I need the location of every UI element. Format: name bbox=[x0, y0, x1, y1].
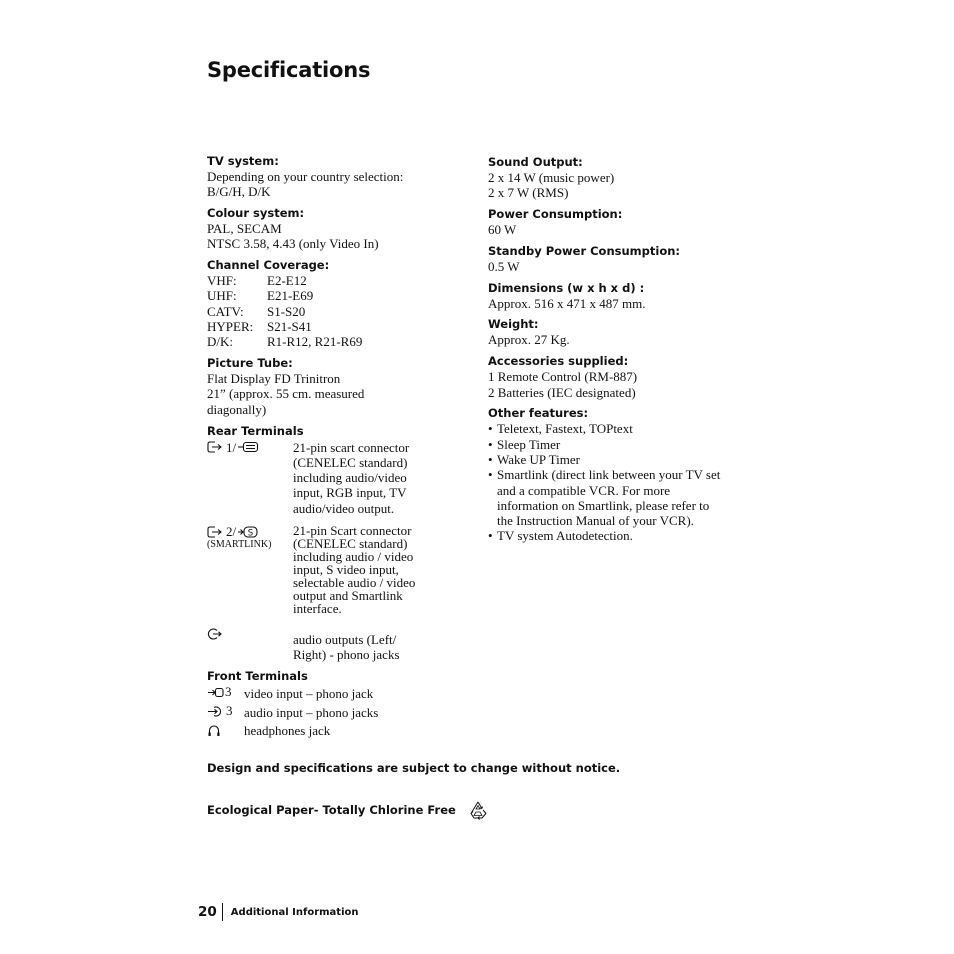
audio-output-icon bbox=[207, 627, 293, 641]
page-number: 20 bbox=[198, 904, 217, 920]
svideo-s-icon bbox=[237, 525, 259, 539]
colour-system-line: NTSC 3.58, 4.43 (only Video In) bbox=[207, 236, 379, 252]
svg-text:S: S bbox=[247, 527, 254, 538]
feature-line: the Instruction Manual of your VCR). bbox=[497, 513, 694, 529]
other-features-section bbox=[488, 406, 758, 543]
front-terminals-section bbox=[207, 669, 477, 739]
rear-terminals-section bbox=[207, 424, 477, 663]
front-terminal-num: 3 bbox=[225, 684, 232, 700]
terminal-2-desc: (CENELEC standard) bbox=[293, 536, 408, 552]
right-column bbox=[488, 155, 758, 550]
sound-output-heading: Sound Output: bbox=[488, 155, 583, 169]
band-range: E21-E69 bbox=[267, 288, 314, 304]
power-consumption-heading: Power Consumption: bbox=[488, 207, 623, 222]
list-item bbox=[488, 421, 758, 436]
weight-heading: Weight: bbox=[488, 317, 539, 332]
standby-power-section bbox=[488, 244, 758, 274]
table-row bbox=[207, 684, 378, 703]
terminal-2-desc: input, S video input, bbox=[293, 562, 399, 578]
terminal-2-desc: output and Smartlink bbox=[293, 588, 403, 604]
audio-out-desc: audio outputs (Left/ bbox=[293, 632, 397, 648]
feature-line: TV system Autodetection. bbox=[497, 528, 633, 544]
band-range: S21-S41 bbox=[267, 319, 312, 335]
band-label: VHF: bbox=[207, 273, 237, 289]
tv-system-heading: TV system: bbox=[207, 154, 279, 168]
weight-section bbox=[488, 317, 758, 347]
terminal-2-desc: including audio / video bbox=[293, 549, 414, 565]
eco-paper-note bbox=[207, 800, 488, 820]
bullet: • bbox=[488, 467, 493, 483]
table-row bbox=[207, 304, 362, 319]
dimensions-value: Approx. 516 x 471 x 487 mm. bbox=[488, 295, 646, 311]
bullet: • bbox=[488, 421, 493, 437]
channel-coverage-table bbox=[207, 273, 362, 349]
rear-terminal-audio-out bbox=[207, 627, 477, 663]
table-row bbox=[207, 334, 362, 349]
scart-output-icon bbox=[237, 440, 259, 454]
terminal-1-desc: audio/video output. bbox=[293, 500, 395, 516]
picture-tube-line: Flat Display FD Trinitron bbox=[207, 371, 341, 387]
picture-tube-section bbox=[207, 356, 477, 417]
band-label: D/K: bbox=[207, 334, 233, 350]
sound-output-line: 2 x 7 W (RMS) bbox=[488, 185, 569, 201]
band-label: HYPER: bbox=[207, 319, 254, 335]
front-terminal-desc: headphones jack bbox=[244, 722, 331, 738]
front-terminals-heading: Front Terminals bbox=[207, 669, 308, 684]
band-label: CATV: bbox=[207, 303, 244, 319]
standby-power-value: 0.5 W bbox=[488, 258, 520, 274]
tv-system-section bbox=[207, 154, 477, 200]
scart-input-icon bbox=[207, 525, 225, 539]
sound-output-line: 2 x 14 W (music power) bbox=[488, 170, 615, 185]
table-row bbox=[207, 319, 362, 334]
list-item bbox=[488, 452, 758, 467]
band-range: S1-S20 bbox=[267, 303, 306, 319]
bullet: • bbox=[488, 451, 493, 467]
list-item bbox=[488, 467, 758, 528]
picture-tube-heading: Picture Tube: bbox=[207, 356, 293, 371]
terminal-2-symbol bbox=[207, 524, 293, 539]
front-terminal-num: 3 bbox=[226, 703, 233, 719]
footer-section-label: Additional Information bbox=[230, 906, 359, 918]
terminal-1-symbol bbox=[207, 440, 293, 455]
channel-coverage-section bbox=[207, 258, 477, 349]
smartlink-label: (SMARTLINK) bbox=[207, 539, 272, 551]
power-consumption-value: 60 W bbox=[488, 222, 517, 238]
feature-line: Smartlink (direct link between your TV set bbox=[497, 467, 721, 483]
page-title: Specifications bbox=[207, 58, 371, 82]
weight-value: Approx. 27 Kg. bbox=[488, 332, 570, 348]
terminal-1-desc: input, RGB input, TV bbox=[293, 485, 407, 501]
headphones-icon bbox=[207, 724, 244, 737]
accessories-heading: Accessories supplied: bbox=[488, 354, 629, 369]
table-row bbox=[207, 723, 378, 740]
page-footer bbox=[198, 903, 359, 921]
terminal-1-desc: including audio/video bbox=[293, 470, 407, 486]
tv-system-line: B/G/H, D/K bbox=[207, 184, 271, 200]
eco-text: Ecological Paper- Totally Chlorine Free bbox=[207, 803, 456, 817]
terminal-2-desc: 21-pin Scart connector bbox=[293, 523, 412, 539]
picture-tube-line: diagonally) bbox=[207, 401, 267, 417]
dimensions-section bbox=[488, 281, 758, 311]
colour-system-line: PAL, SECAM bbox=[207, 221, 282, 237]
recycle-icon bbox=[468, 800, 488, 820]
scart-input-icon bbox=[207, 440, 225, 454]
band-range: R1-R12, R21-R69 bbox=[267, 334, 363, 350]
accessories-line: 2 Batteries (IEC designated) bbox=[488, 384, 636, 400]
terminal-2-desc: selectable audio / video bbox=[293, 575, 416, 591]
audio-input-icon bbox=[207, 705, 223, 718]
feature-line: information on Smartlink, please refer to bbox=[497, 497, 710, 513]
feature-line: and a compatible VCR. For more bbox=[497, 482, 671, 498]
terminal-1-desc: (CENELEC standard) bbox=[293, 454, 408, 470]
accessories-section bbox=[488, 354, 758, 400]
video-input-icon bbox=[207, 686, 224, 699]
dimensions-heading: Dimensions (w x h x d) : bbox=[488, 280, 645, 295]
rear-terminal-2 bbox=[207, 524, 477, 615]
bullet: • bbox=[488, 436, 493, 452]
terminal-1-label: 1/ bbox=[226, 439, 237, 455]
front-terminals-table bbox=[207, 684, 378, 739]
table-row bbox=[207, 288, 362, 303]
standby-power-heading: Standby Power Consumption: bbox=[488, 243, 681, 258]
list-item bbox=[488, 437, 758, 452]
rear-terminals-heading: Rear Terminals bbox=[207, 423, 304, 438]
terminal-2-desc: interface. bbox=[293, 601, 342, 617]
notice-text: Design and specifications are subject to change without notice. bbox=[207, 761, 621, 775]
other-features-heading: Other features: bbox=[488, 406, 589, 421]
bullet: • bbox=[488, 528, 493, 544]
front-terminal-desc: audio input – phono jacks bbox=[244, 704, 379, 720]
feature-line: Teletext, Fastext, TOPtext bbox=[497, 421, 633, 437]
terminal-2-label: 2/ bbox=[226, 524, 237, 540]
band-label: UHF: bbox=[207, 288, 237, 304]
table-row bbox=[207, 273, 362, 288]
tv-system-line: Depending on your country selection: bbox=[207, 169, 404, 184]
feature-line: Sleep Timer bbox=[497, 436, 561, 452]
terminal-1-desc: 21-pin scart connector bbox=[293, 439, 410, 455]
left-column bbox=[207, 154, 477, 746]
feature-line: Wake UP Timer bbox=[497, 451, 580, 467]
footer-divider bbox=[222, 903, 223, 921]
sound-output-section bbox=[488, 155, 758, 201]
picture-tube-line: 21” (approx. 55 cm. measured bbox=[207, 386, 365, 402]
table-row bbox=[207, 703, 378, 722]
power-consumption-section bbox=[488, 207, 758, 237]
channel-coverage-heading: Channel Coverage: bbox=[207, 258, 330, 273]
rear-terminal-1 bbox=[207, 440, 477, 516]
band-range: E2-E12 bbox=[267, 273, 307, 289]
front-terminal-desc: video input – phono jack bbox=[244, 685, 374, 701]
accessories-line: 1 Remote Control (RM-887) bbox=[488, 369, 638, 385]
colour-system-section bbox=[207, 206, 477, 252]
colour-system-heading: Colour system: bbox=[207, 206, 305, 221]
audio-out-desc: Right) - phono jacks bbox=[293, 647, 400, 663]
list-item bbox=[488, 528, 758, 543]
